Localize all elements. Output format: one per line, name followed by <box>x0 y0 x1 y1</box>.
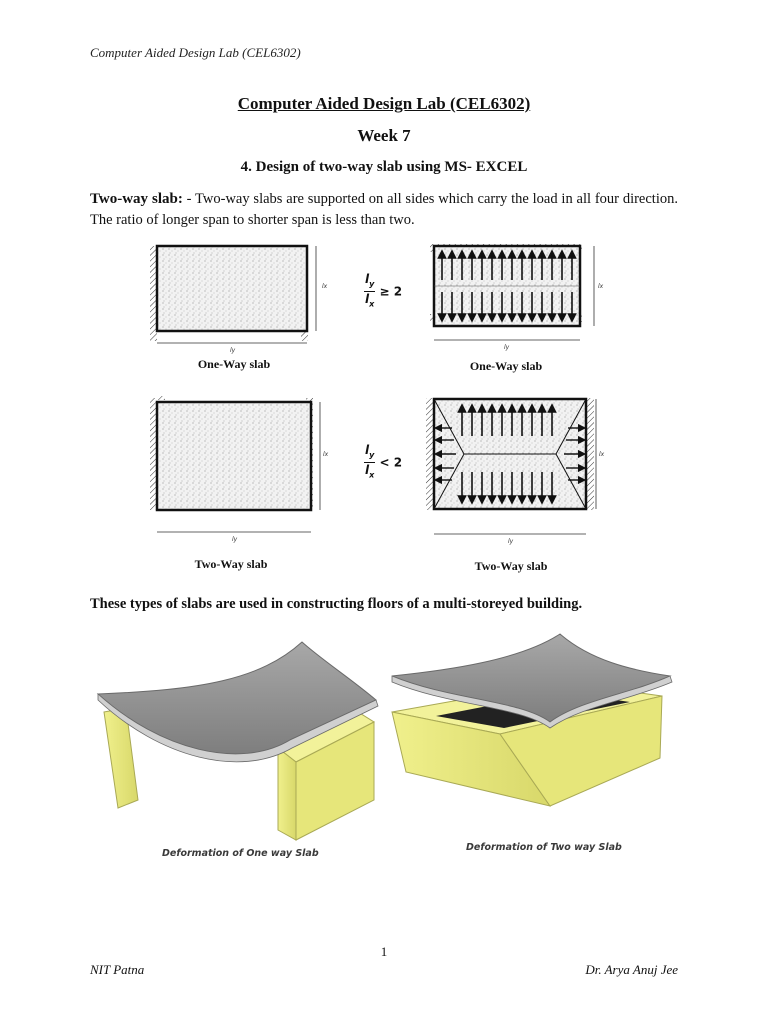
page-number: 1 <box>380 944 388 959</box>
document-title: Computer Aided Design Lab (CEL6302) <box>237 94 531 113</box>
dim-lx-2: lx <box>598 283 604 290</box>
intro-term: Two-way slab: <box>90 191 183 207</box>
two-way-slab-plan <box>150 396 320 532</box>
two-way-slab-load-diagram <box>426 398 596 534</box>
caption-two-way-deformation: Deformation of Two way Slab <box>466 842 622 853</box>
intro-paragraph <box>90 189 678 231</box>
dim-lx-1: lx <box>322 283 328 290</box>
dim-ly-3: ly <box>232 536 238 543</box>
caption-two-way-left: Two-Way slab <box>194 557 268 571</box>
one-way-deformation-model <box>98 642 378 840</box>
ratio-two-way-condition: < 2 <box>379 455 403 470</box>
week-heading: Week 7 <box>357 126 411 145</box>
one-way-slab-load-diagram <box>430 244 594 340</box>
ratio-two-way: $\frac{l_y}{l_x}$ < 2 <box>365 443 403 480</box>
dim-ly-1: ly <box>230 347 236 354</box>
ratio-one-way-condition: ≥ 2 <box>379 284 403 299</box>
ratio-one-way: $\frac{l_y}{l_x}$ ≥ 2 <box>365 272 403 309</box>
dim-lx-4: lx <box>599 451 605 458</box>
two-way-deformation-model <box>392 634 672 806</box>
footer-right: Dr. Arya Anuj Jee <box>585 962 678 977</box>
dim-ly-2: ly <box>504 344 510 351</box>
dim-lx-3: lx <box>323 451 329 458</box>
running-header: Computer Aided Design Lab (CEL6302) <box>90 45 301 60</box>
one-way-slab-plan <box>150 246 316 343</box>
caption-two-way-right: Two-Way slab <box>474 559 548 573</box>
caption-one-way-right: One-Way slab <box>469 359 543 373</box>
dim-ly-4: ly <box>508 538 514 545</box>
intro-text: - Two-way slabs are supported on all sides which carry the load in all four direction. The ratio of longer span to shorter span is less than two. <box>90 191 678 228</box>
caption-one-way-deformation: Deformation of One way Slab <box>162 848 319 859</box>
deformation-illustrations <box>90 630 678 870</box>
section-heading: 4. Design of two-way slab using MS- EXCEL <box>240 159 528 175</box>
usage-statement: These types of slabs are used in constructing floors of a multi-storeyed building. <box>90 596 583 612</box>
footer-left: NIT Patna <box>90 962 145 977</box>
caption-one-way-left: One-Way slab <box>197 357 271 371</box>
